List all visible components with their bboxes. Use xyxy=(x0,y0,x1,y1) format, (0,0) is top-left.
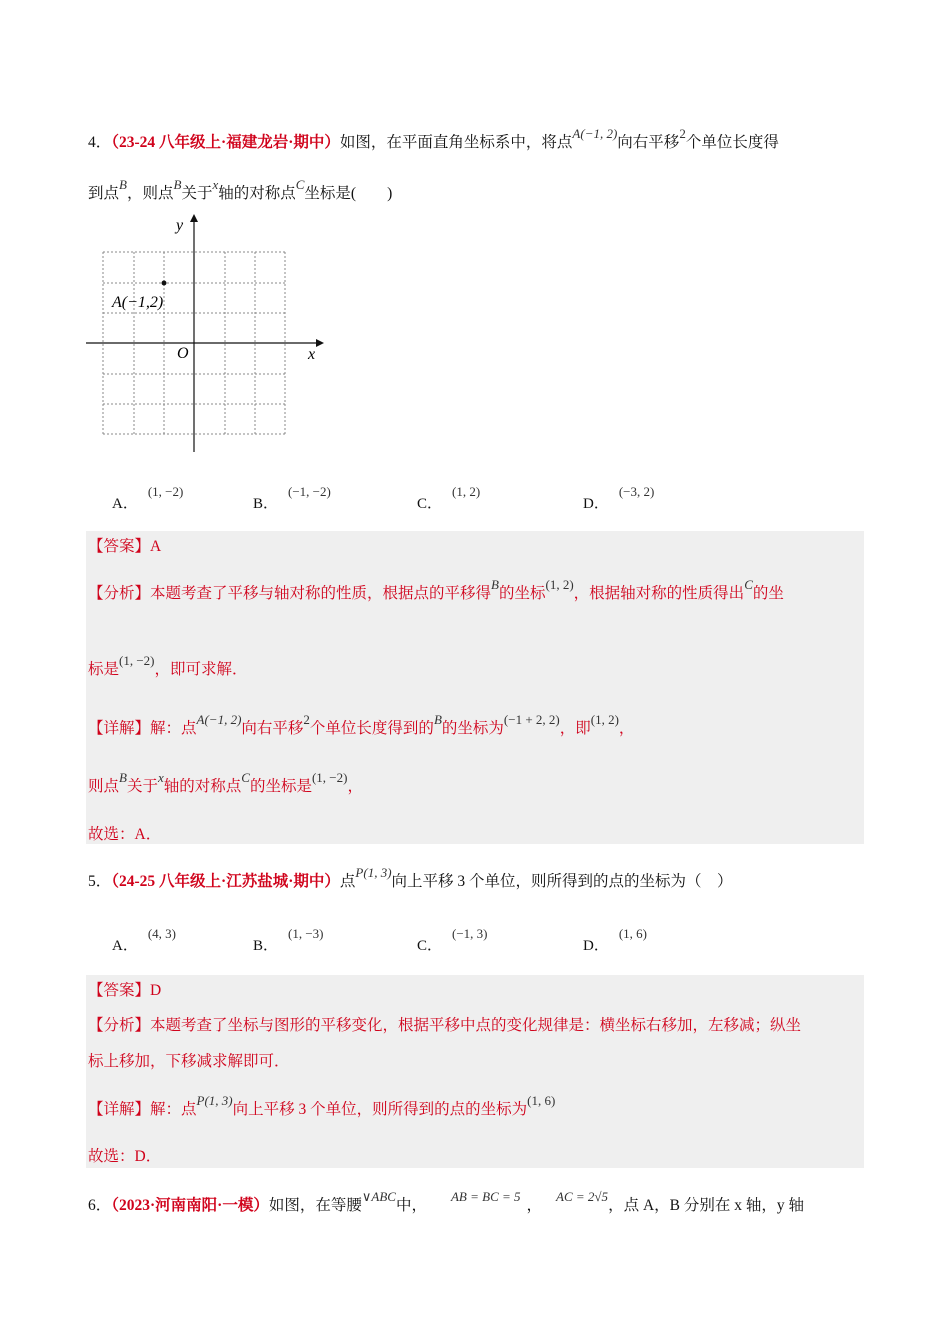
x-axis-arrow xyxy=(316,339,324,347)
q4-option-d[interactable]: D．(−3, 2) xyxy=(583,484,655,512)
x-axis-label: x xyxy=(308,346,316,363)
q4-line-1 xyxy=(88,126,779,153)
q4-math-C: C xyxy=(295,177,305,192)
q4-detail-line-2: 则点$^B$关于$^x$轴的对称点$^C$的坐标是$^{(1, -2)}$， xyxy=(88,770,363,795)
q5-analysis-line-2: 标上移加，下移减求解即可． xyxy=(88,1053,290,1070)
q4-text: 轴的对称点 xyxy=(218,185,296,202)
q4-text: 到点 xyxy=(88,185,120,202)
q4-text: 个单位长度得 xyxy=(685,134,779,151)
y-axis-arrow xyxy=(190,214,198,222)
q5-option-b[interactable]: B．(1, −3) xyxy=(253,926,324,954)
q4-math-B: B xyxy=(119,177,127,192)
q4-text: 坐标是( ) xyxy=(304,185,393,202)
q6-line-1: 6．（2023·河南南阳·一模）如图，在等腰$^{\vee ABC}$中，$^{AB = BC = 5}$，$^{AC = 2√5}$，点 A，B 分别在 x 轴，y 轴 xyxy=(88,1189,804,1214)
y-axis-label: y xyxy=(176,217,184,234)
q4-math-A: A(−1, 2) xyxy=(572,126,618,141)
q5-line-1: 5．（24-25 八年级上·江苏盐城·期中）点$^{P(1, 3)}$向上平移 3 个单位，则所得到的点的坐标为（ ） xyxy=(88,865,733,890)
q4-math-2: 2 xyxy=(679,126,686,141)
q4-number: 4． xyxy=(88,134,112,151)
q4-math-x: x xyxy=(212,177,219,192)
q4-math-B: B xyxy=(173,177,182,192)
q5-detail-line-2: 故选：D． xyxy=(88,1148,162,1165)
axes xyxy=(86,222,316,452)
q5-answer: 【答案】D xyxy=(88,982,162,999)
q4-analysis-line-2: 标是$^{(1, -2)}$，即可求解． xyxy=(88,653,248,678)
q4-detail-line-1: 【详解】解：点$^{A(-1, 2)}$向右平移$^2$个单位长度得到的$^B$的坐标为$^{(-1 + 2, 2)}$，即$^{(1, 2)}$， xyxy=(88,712,635,737)
q4-text: ，则点 xyxy=(126,185,174,202)
q4-analysis-line-1: 【分析】本题考查了平移与轴对称的性质，根据点的平移得$^B$的坐标$^{(1, 2)}$，根据轴对称的性质得出$^C$的坐 xyxy=(88,577,784,602)
q5-option-a[interactable]: A．(4, 3) xyxy=(112,926,177,954)
q5-option-c[interactable]: C．(−1, 3) xyxy=(417,926,488,954)
q4-answer: 【答案】A xyxy=(88,538,162,555)
q5-detail-line-1: 【详解】解：点$^{P(1, 3)}$向上平移 3 个单位，则所得到的点的坐标为$^{(1, 6)}$ xyxy=(88,1093,556,1118)
q5-analysis-line-1: 【分析】本题考查了坐标与图形的平移变化，根据平移中点的变化规律是：横坐标右移加，左移减；纵坐 xyxy=(88,1017,802,1034)
q4-text: 关于 xyxy=(181,185,213,202)
q4-option-c[interactable]: C．(1, 2) xyxy=(417,484,481,512)
q4-text: 向右平移 xyxy=(617,134,680,151)
q4-text: 如图，在平面直角坐标系中，将点 xyxy=(339,134,573,151)
q4-source: （23-24 八年级上·福建龙岩·期中） xyxy=(111,134,340,151)
point-A xyxy=(162,281,167,286)
q4-option-b[interactable]: B．(−1, −2) xyxy=(253,484,331,512)
q4-option-a[interactable]: A．(1, −2) xyxy=(112,484,184,512)
origin-label: O xyxy=(177,345,189,362)
q5-option-d[interactable]: D．(1, 6) xyxy=(583,926,648,954)
point-A-label: A(−1,2) xyxy=(112,294,164,311)
q4-detail-line-3: 故选：A． xyxy=(88,826,162,843)
q4-coordinate-figure xyxy=(80,210,330,460)
q4-line-2 xyxy=(88,177,393,204)
